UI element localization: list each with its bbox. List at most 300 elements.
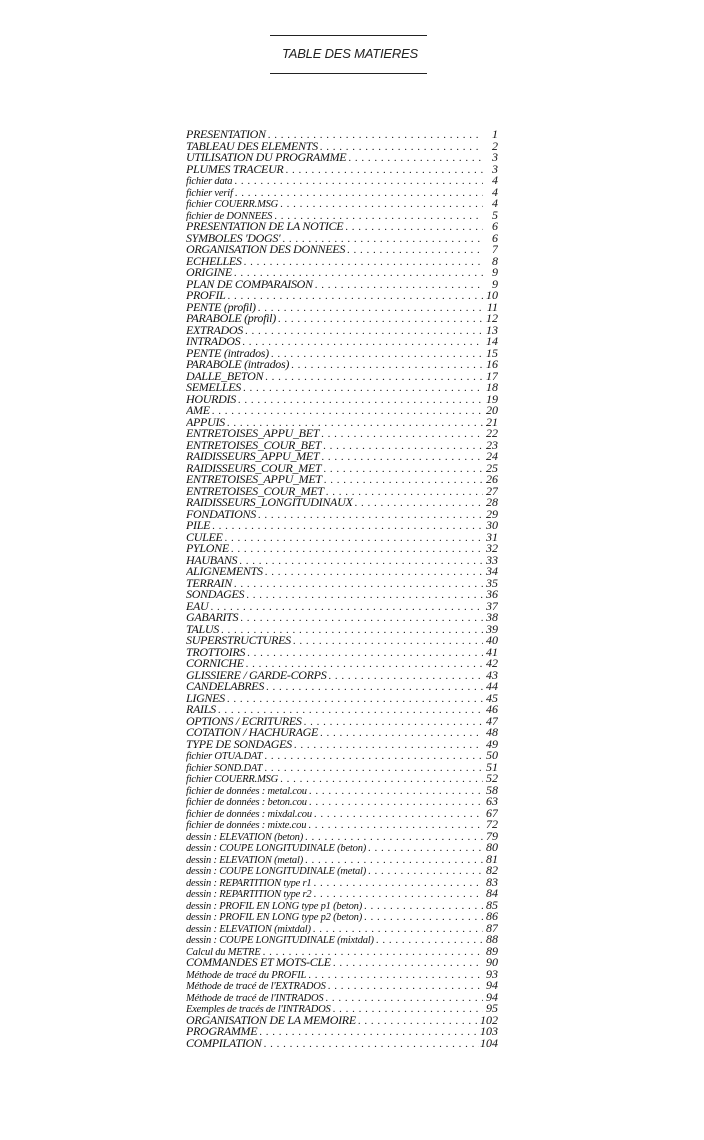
toc-entry-label: SYMBOLES 'DOGS' [186, 232, 281, 244]
toc-entry [186, 417, 498, 429]
toc-dot-leader [321, 452, 483, 463]
toc-dot-leader [323, 464, 483, 475]
toc-entry [186, 336, 498, 348]
toc-entry-label: dessin : ELEVATION (mixtdal) [186, 923, 311, 934]
toc-entry-page-number: 43 [486, 669, 498, 681]
toc-dot-leader [246, 590, 483, 601]
toc-entry [186, 233, 498, 245]
toc-entry-label: FONDATIONS [186, 508, 256, 520]
toc-entry-label: TERRAIN [186, 577, 232, 589]
table-of-contents [186, 129, 498, 1049]
toc-dot-leader [347, 245, 483, 256]
toc-dot-leader [212, 406, 483, 417]
toc-dot-leader [258, 303, 483, 314]
toc-dot-leader [244, 257, 483, 268]
toc-entry-page-number: 83 [486, 876, 498, 888]
toc-entry-label: ENTRETOISES_APPU_MET [186, 474, 322, 486]
toc-entry-label: SEMELLES [186, 382, 241, 394]
toc-entry-label: fichier COUERR.MSG [186, 199, 279, 210]
toc-entry [186, 405, 498, 417]
toc-dot-leader [212, 521, 483, 532]
toc-entry-page-number: 2 [492, 140, 498, 152]
toc-entry [186, 888, 498, 900]
toc-entry [186, 1038, 498, 1050]
toc-entry-page-number: 13 [486, 324, 498, 336]
toc-entry-label: fichier de données : beton.cou [186, 797, 307, 808]
toc-dot-leader [221, 625, 483, 636]
toc-entry [186, 486, 498, 498]
toc-entry [186, 394, 498, 406]
toc-dot-leader [234, 268, 483, 279]
toc-entry [186, 727, 498, 739]
toc-entry [186, 164, 498, 176]
toc-entry-page-number: 24 [486, 451, 498, 463]
toc-entry-page-number: 40 [486, 635, 498, 647]
toc-entry-page-number: 8 [492, 255, 498, 267]
toc-entry-label: dessin : COUPE LONGITUDINALE (mixtdal) [186, 935, 374, 946]
toc-dot-leader [313, 889, 483, 900]
toc-entry [186, 658, 498, 670]
toc-entry-page-number: 87 [486, 922, 498, 934]
toc-entry [186, 612, 498, 624]
toc-dot-leader [304, 717, 483, 728]
toc-entry-label: Méthode de tracé du PROFIL [186, 969, 307, 980]
toc-dot-leader [227, 418, 483, 429]
toc-entry-page-number: 67 [486, 807, 498, 819]
toc-entry [186, 681, 498, 693]
toc-dot-leader [278, 314, 483, 325]
toc-entry-page-number: 3 [492, 163, 498, 175]
toc-entry-page-number: 14 [486, 336, 498, 348]
toc-entry-page-number: 85 [486, 899, 498, 911]
toc-dot-leader [368, 843, 483, 854]
toc-dot-leader [291, 360, 483, 371]
toc-entry-page-number: 11 [486, 301, 498, 313]
toc-entry-label: INTRADOS [186, 336, 241, 348]
toc-entry [186, 256, 498, 268]
toc-entry [186, 187, 498, 199]
toc-entry-label: CULEE [186, 531, 223, 543]
toc-entry-label: dessin : REPARTITION type r1 [186, 877, 312, 888]
toc-entry-page-number: 32 [486, 543, 498, 555]
toc-entry [186, 175, 498, 187]
toc-entry-label: dessin : ELEVATION (beton) [186, 831, 303, 842]
toc-dot-leader [368, 866, 483, 877]
toc-dot-leader [218, 705, 483, 716]
toc-entry [186, 635, 498, 647]
toc-entry-page-number: 17 [486, 370, 498, 382]
toc-entry-page-number: 25 [486, 462, 498, 474]
toc-entry [186, 842, 498, 854]
toc-entry-page-number: 72 [486, 819, 498, 831]
toc-entry-label: AME [186, 405, 210, 417]
toc-entry-label: PARABOLE (profil) [186, 313, 276, 325]
toc-entry-label: GLISSIERE / GARDE-CORPS [186, 669, 327, 681]
toc-entry [186, 670, 498, 682]
toc-entry [186, 359, 498, 371]
toc-entry [186, 865, 498, 877]
toc-entry-label: EXTRADOS [186, 324, 243, 336]
toc-entry-page-number: 38 [486, 612, 498, 624]
toc-dot-leader [266, 682, 483, 693]
toc-dot-leader [259, 1027, 479, 1038]
toc-entry-page-number: 50 [486, 750, 498, 762]
toc-entry-page-number: 79 [486, 830, 498, 842]
toc-dot-leader [264, 751, 483, 762]
toc-entry-page-number: 58 [486, 784, 498, 796]
toc-entry [186, 854, 498, 866]
toc-entry [186, 382, 498, 394]
toc-entry-page-number: 18 [486, 382, 498, 394]
toc-entry-page-number: 4 [492, 198, 498, 210]
toc-entry [186, 325, 498, 337]
toc-entry [186, 313, 498, 325]
toc-dot-leader [314, 809, 483, 820]
toc-entry [186, 808, 498, 820]
toc-entry-page-number: 10 [486, 290, 498, 302]
toc-dot-leader [274, 211, 483, 222]
toc-dot-leader [324, 475, 483, 486]
toc-entry-page-number: 27 [486, 485, 498, 497]
toc-entry-page-number: 51 [486, 761, 498, 773]
toc-dot-leader [234, 579, 483, 590]
toc-entry [186, 750, 498, 762]
toc-entry [186, 589, 498, 601]
toc-entry-label: dessin : PROFIL EN LONG type p1 (beton) [186, 900, 363, 911]
toc-entry-label: TYPE DE SONDAGES [186, 738, 292, 750]
toc-entry-label: Calcul du METRE [186, 946, 261, 957]
toc-dot-leader [358, 1016, 479, 1027]
toc-entry-label: dessin : REPARTITION type r2 [186, 889, 312, 900]
toc-entry-label: COTATION / HACHURAGE [186, 727, 319, 739]
toc-dot-leader [364, 912, 483, 923]
toc-entry-label: DALLE_BETON [186, 370, 264, 382]
toc-entry [186, 693, 498, 705]
toc-entry-page-number: 52 [486, 773, 498, 785]
toc-dot-leader [240, 613, 483, 624]
toc-entry-page-number: 23 [486, 439, 498, 451]
toc-entry-page-number: 94 [486, 980, 498, 992]
toc-entry-label: ORGANISATION DES DONNEES [186, 244, 346, 256]
toc-entry-label: CANDELABRES [186, 681, 265, 693]
toc-entry [186, 773, 498, 785]
toc-entry-label: ALIGNEMENTS [186, 566, 263, 578]
toc-entry-label: PLUMES TRACEUR [186, 163, 284, 175]
toc-entry-page-number: 102 [480, 1014, 498, 1026]
toc-entry-label: RAILS [186, 704, 216, 716]
toc-entry-page-number: 9 [492, 267, 498, 279]
toc-dot-leader [231, 544, 483, 555]
toc-entry-label: PRESENTATION DE LA NOTICE [186, 221, 344, 233]
toc-entry [186, 1015, 498, 1027]
toc-entry [186, 739, 498, 751]
toc-entry-label: HOURDIS [186, 393, 236, 405]
toc-entry [186, 520, 498, 532]
toc-entry [186, 969, 498, 981]
toc-entry [186, 980, 498, 992]
toc-dot-leader [264, 1039, 479, 1050]
toc-entry-page-number: 46 [486, 704, 498, 716]
toc-entry [186, 279, 498, 291]
toc-dot-leader [234, 176, 483, 187]
toc-entry-page-number: 22 [486, 428, 498, 440]
toc-entry-page-number: 3 [492, 152, 498, 164]
toc-entry [186, 716, 498, 728]
toc-dot-leader [294, 740, 483, 751]
toc-dot-leader [308, 820, 483, 831]
toc-dot-leader [258, 510, 483, 521]
toc-entry-label: ENTRETOISES_APPU_BET [186, 428, 320, 440]
toc-entry [186, 911, 498, 923]
toc-dot-leader [345, 222, 483, 233]
toc-entry-page-number: 42 [486, 658, 498, 670]
toc-entry-page-number: 90 [486, 957, 498, 969]
toc-dot-leader [315, 280, 483, 291]
toc-entry-page-number: 16 [486, 359, 498, 371]
toc-dot-leader [328, 671, 483, 682]
toc-entry-label: PENTE (intrados) [186, 347, 269, 359]
toc-entry-page-number: 104 [480, 1037, 498, 1049]
toc-dot-leader [228, 291, 483, 302]
toc-entry-page-number: 31 [486, 531, 498, 543]
toc-entry-label: LIGNES [186, 692, 225, 704]
toc-dot-leader [263, 947, 483, 958]
toc-entry-label: TABLEAU DES ELEMENTS [186, 140, 318, 152]
toc-entry-label: dessin : PROFIL EN LONG type p2 (beton) [186, 912, 363, 923]
toc-entry [186, 532, 498, 544]
toc-entry [186, 796, 498, 808]
toc-entry [186, 762, 498, 774]
toc-entry [186, 440, 498, 452]
toc-entry-label: fichier de données : mixte.cou [186, 820, 307, 831]
toc-entry-page-number: 29 [486, 508, 498, 520]
toc-entry-page-number: 9 [492, 278, 498, 290]
toc-entry-page-number: 33 [486, 554, 498, 566]
toc-entry-page-number: 35 [486, 577, 498, 589]
toc-entry [186, 785, 498, 797]
toc-dot-leader [305, 832, 483, 843]
toc-entry [186, 923, 498, 935]
toc-entry [186, 624, 498, 636]
toc-entry [186, 1003, 498, 1015]
toc-entry-page-number: 1 [492, 129, 498, 141]
toc-entry-label: fichier COUERR.MSG [186, 774, 279, 785]
toc-entry-label: PRESENTATION [186, 129, 266, 141]
toc-entry-label: RAIDISSEURS_APPU_MET [186, 451, 320, 463]
toc-dot-leader [264, 763, 483, 774]
toc-entry-page-number: 81 [486, 853, 498, 865]
toc-entry-label: Exemples de tracés de l'INTRADOS [186, 1004, 331, 1015]
toc-entry [186, 647, 498, 659]
toc-entry [186, 543, 498, 555]
toc-entry-page-number: 45 [486, 692, 498, 704]
toc-entry-page-number: 84 [486, 888, 498, 900]
toc-dot-leader [285, 165, 483, 176]
toc-entry-page-number: 47 [486, 715, 498, 727]
toc-entry [186, 555, 498, 567]
toc-entry-label: PLAN DE COMPARAISON [186, 278, 313, 290]
toc-dot-leader [247, 648, 483, 659]
toc-entry-label: SONDAGES [186, 589, 245, 601]
toc-entry-page-number: 15 [486, 347, 498, 359]
toc-entry [186, 1026, 498, 1038]
toc-dot-leader [268, 130, 483, 141]
toc-entry-label: Méthode de tracé de l'EXTRADOS [186, 981, 326, 992]
toc-entry [186, 371, 498, 383]
toc-entry-page-number: 4 [492, 175, 498, 187]
toc-entry-page-number: 21 [486, 416, 498, 428]
toc-entry [186, 244, 498, 256]
toc-entry-page-number: 63 [486, 796, 498, 808]
toc-dot-leader [308, 970, 483, 981]
toc-dot-leader [239, 556, 483, 567]
toc-dot-leader [225, 533, 483, 544]
toc-entry [186, 152, 498, 164]
toc-entry-label: ENTRETOISES_COUR_BET [186, 439, 322, 451]
toc-entry-label: PENTE (profil) [186, 301, 256, 313]
toc-dot-leader [271, 349, 483, 360]
toc-entry [186, 221, 498, 233]
toc-entry [186, 290, 498, 302]
toc-entry-page-number: 48 [486, 727, 498, 739]
toc-entry-page-number: 86 [486, 911, 498, 923]
toc-dot-leader [323, 441, 483, 452]
toc-entry-label: fichier de données : mixdal.cou [186, 808, 312, 819]
toc-dot-leader [364, 901, 483, 912]
page-title: TABLE DES MATIERES [281, 46, 419, 61]
toc-entry [186, 992, 498, 1004]
toc-entry-page-number: 12 [486, 313, 498, 325]
toc-entry-label: fichier OTUA.DAT [186, 751, 263, 762]
toc-entry-label: fichier de DONNEES [186, 210, 273, 221]
toc-dot-leader [313, 878, 483, 889]
toc-entry-page-number: 6 [492, 232, 498, 244]
toc-entry-page-number: 28 [486, 497, 498, 509]
toc-entry [186, 819, 498, 831]
toc-entry-label: COMPILATION [186, 1037, 262, 1049]
toc-dot-leader [265, 372, 483, 383]
toc-entry-page-number: 20 [486, 405, 498, 417]
toc-entry-page-number: 95 [486, 1003, 498, 1015]
toc-entry [186, 831, 498, 843]
toc-dot-leader [376, 935, 483, 946]
toc-dot-leader [280, 774, 483, 785]
toc-entry-label: PROGRAMME [186, 1026, 258, 1038]
toc-entry [186, 877, 498, 889]
toc-entry-label: dessin : ELEVATION (metal) [186, 854, 303, 865]
toc-entry [186, 509, 498, 521]
toc-entry-page-number: 34 [486, 566, 498, 578]
toc-dot-leader [309, 786, 483, 797]
toc-entry-label: dessin : COUPE LONGITUDINALE (beton) [186, 843, 367, 854]
toc-entry-page-number: 36 [486, 589, 498, 601]
toc-entry-page-number: 37 [486, 600, 498, 612]
toc-entry-label: COMMANDES ET MOTS-CLE [186, 957, 331, 969]
toc-entry-page-number: 39 [486, 623, 498, 635]
toc-entry [186, 946, 498, 958]
toc-entry-label: OPTIONS / ECRITURES [186, 715, 302, 727]
title-rule-bottom [270, 73, 427, 74]
toc-dot-leader [210, 602, 483, 613]
toc-entry-page-number: 89 [486, 945, 498, 957]
toc-dot-leader [328, 981, 483, 992]
toc-entry [186, 566, 498, 578]
toc-dot-leader [245, 326, 483, 337]
toc-entry-page-number: 80 [486, 842, 498, 854]
toc-entry-page-number: 93 [486, 968, 498, 980]
toc-entry [186, 497, 498, 509]
toc-entry [186, 141, 498, 153]
toc-entry [186, 210, 498, 222]
toc-dot-leader [227, 694, 483, 705]
toc-entry-label: GABARITS [186, 612, 239, 624]
toc-entry-page-number: 41 [486, 646, 498, 658]
toc-dot-leader [235, 188, 483, 199]
toc-entry-label: PROFIL [186, 290, 226, 302]
toc-entry-label: ECHELLES [186, 255, 242, 267]
toc-entry [186, 267, 498, 279]
toc-entry-label: ORIGINE [186, 267, 232, 279]
toc-entry-page-number: 49 [486, 738, 498, 750]
toc-entry [186, 704, 498, 716]
toc-dot-leader [354, 498, 483, 509]
toc-dot-leader [313, 924, 483, 935]
toc-entry [186, 129, 498, 141]
toc-entry [186, 601, 498, 613]
toc-dot-leader [320, 728, 483, 739]
toc-entry-label: PILE [186, 520, 211, 532]
toc-entry [186, 348, 498, 360]
toc-dot-leader [282, 234, 483, 245]
toc-entry-label: HAUBANS [186, 554, 238, 566]
toc-entry-page-number: 94 [486, 991, 498, 1003]
toc-dot-leader [348, 153, 483, 164]
toc-entry-page-number: 4 [492, 186, 498, 198]
toc-entry-label: PYLONE [186, 543, 229, 555]
toc-dot-leader [265, 567, 483, 578]
toc-entry [186, 451, 498, 463]
toc-entry-label: fichier verif [186, 187, 233, 198]
toc-entry-label: fichier data [186, 176, 233, 187]
toc-entry-page-number: 19 [486, 393, 498, 405]
toc-entry-label: UTILISATION DU PROGRAMME [186, 152, 347, 164]
toc-dot-leader [242, 337, 483, 348]
toc-entry-page-number: 82 [486, 865, 498, 877]
toc-entry-page-number: 7 [492, 244, 498, 256]
toc-entry-page-number: 5 [492, 209, 498, 221]
toc-dot-leader [246, 659, 483, 670]
toc-dot-leader [333, 1004, 483, 1015]
toc-dot-leader [293, 636, 483, 647]
toc-entry [186, 463, 498, 475]
toc-entry-label: TALUS [186, 623, 219, 635]
toc-entry-label: fichier SOND.DAT [186, 762, 263, 773]
toc-entry-label: fichier de données : metal.cou [186, 785, 307, 796]
toc-entry-label: PARABOLE (intrados) [186, 359, 290, 371]
toc-entry-label: SUPERSTRUCTURES [186, 635, 291, 647]
toc-dot-leader [243, 383, 483, 394]
toc-dot-leader [238, 395, 483, 406]
toc-entry-label: RAIDISSEURS_LONGITUDINAUX [186, 497, 353, 509]
toc-entry-label: APPUIS [186, 416, 225, 428]
toc-entry [186, 428, 498, 440]
toc-entry-label: dessin : COUPE LONGITUDINALE (metal) [186, 866, 367, 877]
toc-entry-label: Méthode de tracé de l'INTRADOS [186, 992, 324, 1003]
toc-entry-label: TROTTOIRS [186, 646, 246, 658]
toc-dot-leader [309, 797, 483, 808]
toc-dot-leader [320, 142, 483, 153]
toc-entry-page-number: 6 [492, 221, 498, 233]
